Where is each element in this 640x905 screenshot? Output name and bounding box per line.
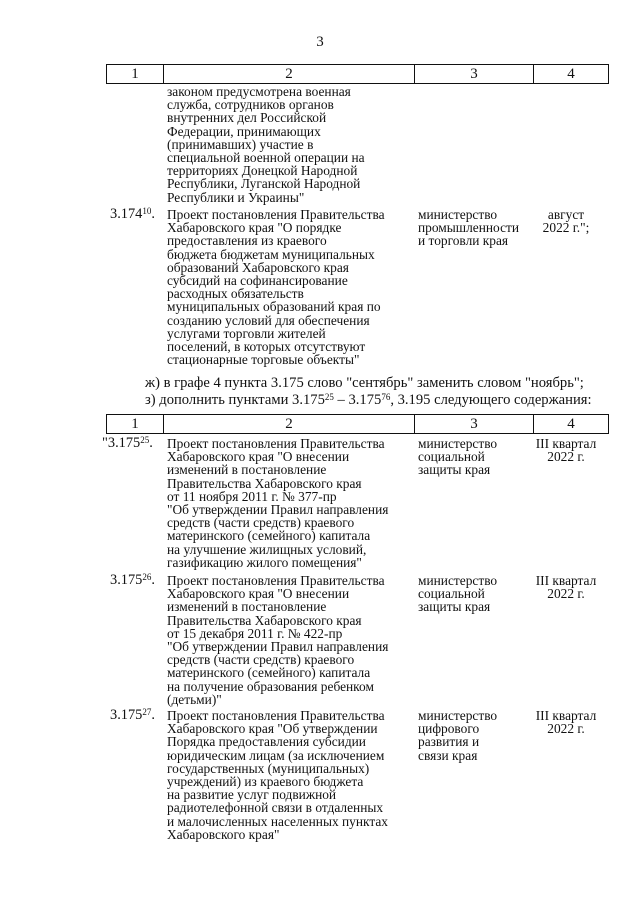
column-header-4: 4: [534, 415, 609, 434]
column-header-3: 3: [415, 415, 534, 434]
column-header-1: 1: [107, 415, 164, 434]
column-header-2: 2: [164, 415, 415, 434]
row-text-3-175-26: Проект постановления Правительства Хабаровского края "О внесении изменений в постановление Правительства Хабаровского края от 15 декабря 2011 г. № 422-пр "Об утверждении Правил направления средств (части средств) краевого материнского (семейного) капитала на получение образования ребенком (детьми)": [167, 573, 389, 707]
column-header-2: 2: [164, 65, 415, 84]
column-header-3: 3: [415, 65, 534, 84]
row-executor-3-175-27: министерство цифрового развития и связи края: [418, 708, 498, 763]
row-number-3-174: 3.174$^{10}$.: [110, 206, 155, 222]
paragraph-zh: ж) в графе 4 пункта 3.175 слово "сентябрь" заменить словом "ноябрь";: [145, 375, 584, 391]
row-number-3-175-26: 3.175$^{26}$.: [110, 572, 155, 588]
table-header-1: [106, 64, 609, 84]
row-deadline-3-175-26: III квартал 2022 г.: [535, 573, 597, 602]
row-text-3-175-25: Проект постановления Правительства Хабаровского края "О внесении изменений в постановление Правительства Хабаровского края от 11 ноября 2011 г. № 377-пр "Об утверждении Правил направления средств (части средств) краевого материнского (семейного) капитала на улучшение жилищных условий, газификацию жилого помещения": [167, 436, 389, 570]
row-deadline-3-175-27: III квартал 2022 г.: [535, 708, 597, 737]
paragraph-z: з) дополнить пунктами 3.175$^{25}$ – 3.175$^{76}$, 3.195 следующего содержания:: [145, 392, 592, 408]
page-number: 3: [316, 34, 324, 50]
row-deadline-3-174: август 2022 г.";: [542, 207, 590, 236]
row-deadline-3-175-25: III квартал 2022 г.: [535, 436, 597, 465]
row-number-3-175-27: 3.175$^{27}$.: [110, 707, 155, 723]
continued-text: законом предусмотрена военная служба, сотрудников органов внутренних дел Российской Федерации, принимающих (принимавших) участие в специальной военной операции на территориях Донецкой Народной Республики, Луганской Народной Республики и Украины": [167, 84, 365, 205]
row-text-3-174: Проект постановления Правительства Хабаровского края "О порядке предоставления из краевого бюджета бюджетам муниципальных образований Хабаровского края субсидий на софинансирование расходных обязательств муниципальных образований края по созданию условий для обеспечения услугами торговли жителей поселений, в которых отсутствуют стационарные торговые объекты": [167, 207, 385, 368]
row-executor-3-174: министерство промышленности и торговли края: [418, 207, 520, 249]
row-number-3-175-25: "3.175$^{25}$.: [102, 435, 153, 451]
row-executor-3-175-26: министерство социальной защиты края: [418, 573, 498, 615]
row-text-3-175-27: Проект постановления Правительства Хабаровского края "Об утверждении Порядка предоставления субсидии юридическим лицам (за исключением государственных (муниципальных) учреждений) из краевого бюджета на развитие услуг подвижной радиотелефонной связи в отдаленных и малочисленных населенных пунктах Хабаровского края": [167, 708, 388, 842]
column-header-4: 4: [534, 65, 609, 84]
column-header-1: 1: [107, 65, 164, 84]
row-executor-3-175-25: министерство социальной защиты края: [418, 436, 498, 478]
table-header-2: [106, 414, 609, 434]
